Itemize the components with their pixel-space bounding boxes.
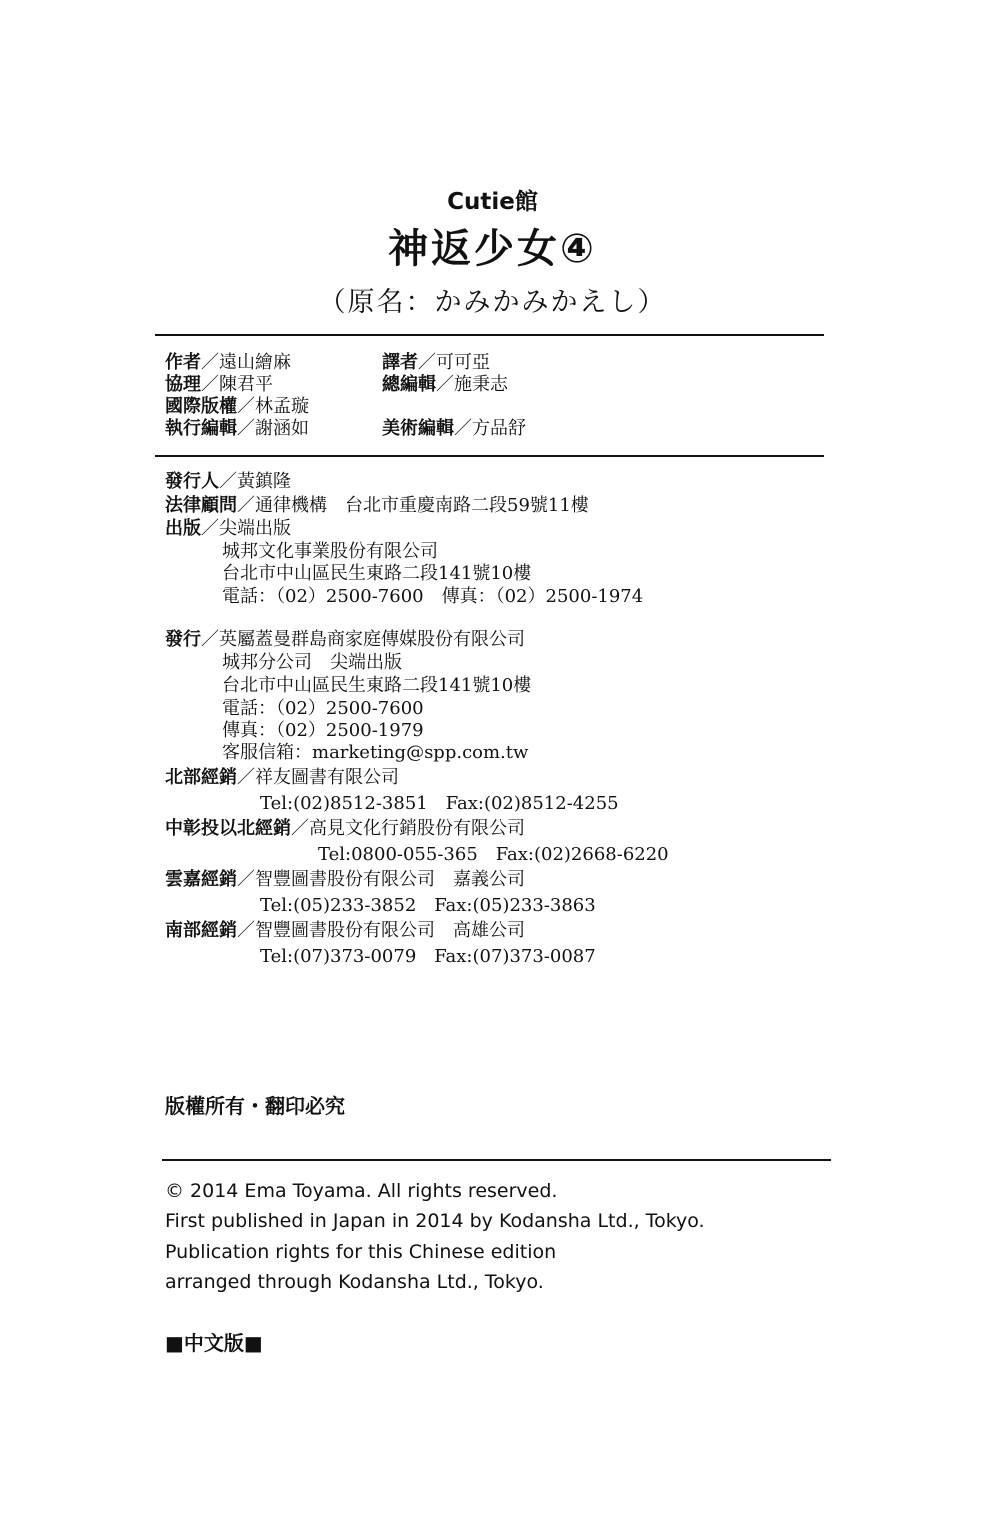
pub-legal: 法律顧問／通律機構 台北市重慶南路二段59號11樓: [165, 495, 589, 516]
credit-value: 施秉志: [454, 374, 508, 395]
pub-south: 南部經銷／智豐圖書股份有限公司 高雄公司: [165, 920, 525, 941]
credit-value: 林孟璇: [255, 396, 309, 417]
credit-label: 國際版權: [165, 396, 237, 417]
divider-bottom: [162, 1159, 831, 1161]
divider-middle: [155, 455, 824, 457]
credit-assistant: 協理／陳君平: [165, 374, 273, 395]
credit-label: 譯者: [382, 352, 418, 373]
credit-value: 遠山繪麻: [219, 352, 291, 373]
pub-distribute-line: 電話：（02）2500-7600: [222, 698, 424, 719]
pub-publish-line: 電話：（02）2500-7600 傳真：（02）2500-1974: [222, 586, 644, 607]
pub-publish: 出版／尖端出版: [165, 518, 291, 539]
credit-label: 協理: [165, 374, 201, 395]
pub-central-contact: Tel:0800-055-365 Fax:(02)2668-6220: [318, 844, 669, 865]
pub-distribute-line: 城邦分公司 尖端出版: [222, 652, 402, 673]
credit-chief-editor: 總編輯／施秉志: [382, 374, 508, 395]
pub-distribute-line: 客服信箱：marketing@spp.com.tw: [222, 742, 529, 763]
publication-line: First published in Japan in 2014 by Kodansha Ltd., Tokyo.: [165, 1210, 705, 1232]
pub-distribute-line: 台北市中山區民生東路二段141號10樓: [222, 675, 532, 696]
pub-north-contact: Tel:(02)8512-3851 Fax:(02)8512-4255: [260, 793, 619, 814]
pub-issuer: 發行人／黃鎮隆: [165, 471, 291, 492]
pub-yunjia-contact: Tel:(05)233-3852 Fax:(05)233-3863: [260, 895, 596, 916]
rights-edition-line: Publication rights for this Chinese edition: [165, 1241, 557, 1263]
pub-distribute: 發行／英屬蓋曼群島商家庭傳媒股份有限公司: [165, 629, 525, 650]
copyright-line: © 2014 Ema Toyama. All rights reserved.: [165, 1180, 558, 1202]
pub-south-contact: Tel:(07)373-0079 Fax:(07)373-0087: [260, 946, 596, 967]
original-title: （原名：かみかみかえし）: [318, 287, 667, 318]
pub-yunjia: 雲嘉經銷／智豐圖書股份有限公司 嘉義公司: [165, 869, 525, 890]
pub-central: 中彰投以北經銷／高見文化行銷股份有限公司: [165, 818, 525, 839]
edition-label: ■中文版■: [165, 1331, 263, 1355]
credit-value: 陳君平: [219, 374, 273, 395]
credit-label: 美術編輯: [382, 418, 454, 439]
credit-author: 作者／遠山繪麻: [165, 352, 291, 373]
rights-notice: 版權所有・翻印必究: [165, 1094, 345, 1118]
divider-top: [155, 334, 824, 336]
credit-value: 方品舒: [472, 418, 526, 439]
credit-value: 謝涵如: [255, 418, 309, 439]
series-name: Cutie館: [447, 189, 538, 215]
pub-publish-line: 台北市中山區民生東路二段141號10樓: [222, 563, 532, 584]
credit-label: 總編輯: [382, 374, 436, 395]
credit-label: 作者: [165, 352, 201, 373]
pub-north: 北部經銷／祥友圖書有限公司: [165, 767, 399, 788]
credit-label: 執行編輯: [165, 418, 237, 439]
credit-value: 可可亞: [436, 352, 490, 373]
credit-art-editor: 美術編輯／方品舒: [382, 418, 526, 439]
credit-rights: 國際版權／林孟璇: [165, 396, 309, 417]
pub-publish-line: 城邦文化事業股份有限公司: [222, 541, 438, 562]
pub-distribute-line: 傳真：（02）2500-1979: [222, 720, 424, 741]
credit-translator: 譯者／可可亞: [382, 352, 490, 373]
credit-exec-editor: 執行編輯／謝涵如: [165, 418, 309, 439]
book-title: 神返少女④: [388, 226, 597, 272]
arranged-line: arranged through Kodansha Ltd., Tokyo.: [165, 1271, 544, 1293]
